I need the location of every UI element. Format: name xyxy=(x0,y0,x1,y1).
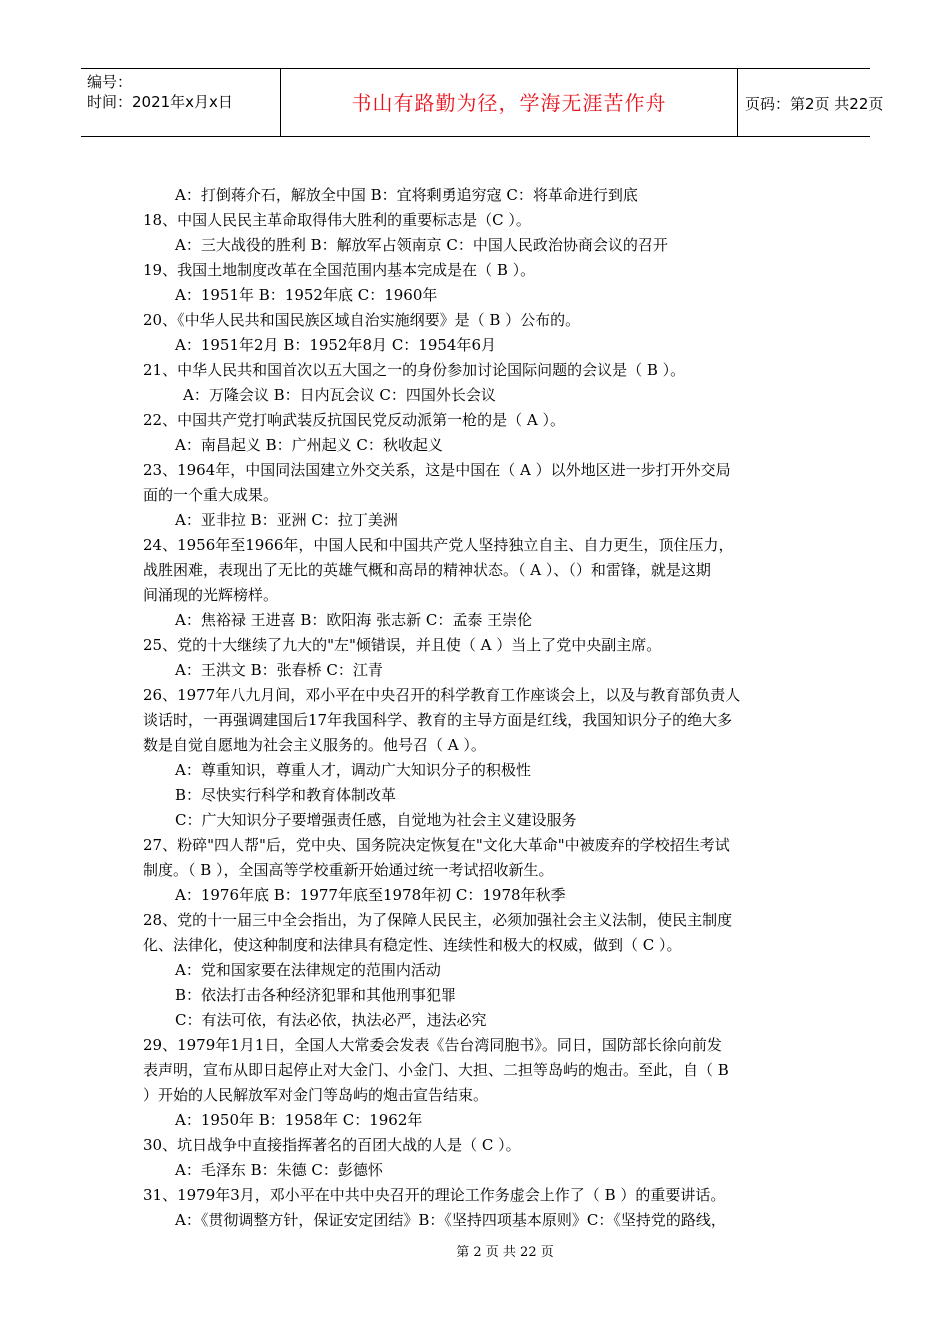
text-line: 18、中国人民民主革命取得伟大胜利的重要标志是（C ）。 xyxy=(143,211,531,229)
text-line: A：万隆会议 B：日内瓦会议 C：四国外长会议 xyxy=(183,386,496,404)
text-line: 20、《中华人民共和国民族区域自治实施纲要》是（ B ）公布的。 xyxy=(143,311,581,329)
text-line: A：亚非拉 B：亚洲 C：拉丁美洲 xyxy=(175,511,398,529)
text-line: A：1976年底 B：1977年底至1978年初 C：1978年秋季 xyxy=(175,886,566,904)
text-line: A：毛泽东 B：朱德 C：彭德怀 xyxy=(175,1161,383,1179)
text-line: 表声明，宣布从即日起停止对大金门、小金门、大担、二担等岛屿的炮击。至此，自（ B xyxy=(143,1061,729,1079)
text-line: A：1950年 B：1958年 C：1962年 xyxy=(175,1111,423,1129)
text-line: 19、我国土地制度改革在全国范围内基本完成是在（ B ）。 xyxy=(143,261,536,279)
text-line: 31、1979年3月，邓小平在中共中央召开的理论工作务虚会上作了（ B ）的重要讲话。 xyxy=(143,1186,726,1204)
text-line: A：《贯彻调整方针，保证安定团结》B：《坚持四项基本原则》C：《坚持党的路线， xyxy=(175,1211,726,1229)
text-line: 22、中国共产党打响武装反抗国民党反动派第一枪的是（ A ）。 xyxy=(143,411,565,429)
header-meta-cell xyxy=(81,69,280,136)
text-line: B：尽快实行科学和教育体制改革 xyxy=(175,786,397,804)
text-line: A：1951年2月 B：1952年8月 C：1954年6月 xyxy=(175,336,497,354)
text-line: 制度。（ B ），全国高等学校重新开始通过统一考试招收新生。 xyxy=(143,861,554,879)
text-line: 间涌现的光辉榜样。 xyxy=(143,586,279,604)
text-line: A：1951年 B：1952年底 C：1960年 xyxy=(175,286,438,304)
header-motto-cell xyxy=(280,69,738,136)
header-motto: 书山有路勤为径，学海无涯苦作舟 xyxy=(351,91,667,115)
header-page-cell xyxy=(737,69,884,136)
text-line: C：广大知识分子要增强责任感，自觉地为社会主义建设服务 xyxy=(175,811,577,829)
text-line: B：依法打击各种经济犯罪和其他刑事犯罪 xyxy=(175,986,457,1004)
text-line: A：焦裕禄 王进喜 B：欧阳海 张志新 C：孟泰 王崇伦 xyxy=(175,611,533,629)
text-line: 29、1979年1月1日，全国人大常委会发表《告台湾同胞书》。同日，国防部长徐向前发 xyxy=(143,1036,722,1054)
text-line: 30、坑日战争中直接指挥著名的百团大战的人是（ C ）。 xyxy=(143,1136,521,1154)
text-line: A：打倒蒋介石，解放全中国 B：宜将剩勇追穷寇 C：将革命进行到底 xyxy=(175,186,638,204)
text-line: 24、1956年至1966年，中国人民和中国共产党人坚持独立自主、自力更生，顶住压力， xyxy=(143,536,734,554)
text-line: 25、党的十大继续了九大的"左"倾错误，并且使（ A ）当上了党中央副主席。 xyxy=(143,636,662,654)
page-footer: 第 2 页 共 22 页 xyxy=(456,1245,554,1260)
text-line: A：尊重知识，尊重人才，调动广大知识分子的积极性 xyxy=(175,761,531,779)
page-header xyxy=(81,68,884,137)
text-line: A：三大战役的胜利 B：解放军占领南京 C：中国人民政治协商会议的召开 xyxy=(175,236,668,254)
text-line: A：南昌起义 B：广州起义 C：秋收起义 xyxy=(175,436,443,454)
text-line: 26、1977年八九月间，邓小平在中央召开的科学教育工作座谈会上，以及与教育部负责人 xyxy=(143,686,741,704)
text-line: 谈话时，一再强调建国后17年我国科学、教育的主导方面是红线，我国知识分子的绝大多 xyxy=(143,711,733,729)
text-line: 战胜困难，表现出了无比的英雄气概和高昂的精神状态。（ A ）、（）和雷锋，就是这期 xyxy=(143,561,711,579)
text-line: 23、1964年，中国同法国建立外交关系，这是中国在（ A ）以外地区进一步打开外交局 xyxy=(143,461,731,479)
document-time-label: 时间：2021年x月x日 xyxy=(87,93,233,111)
text-line: 化、法律化，使这种制度和法律具有稳定性、连续性和极大的权威，做到（ C ）。 xyxy=(143,936,682,954)
text-line: C：有法可依，有法必依，执法必严，违法必究 xyxy=(175,1011,487,1029)
text-line: A：王洪文 B：张春桥 C：江青 xyxy=(175,661,383,679)
text-line: 28、党的十一届三中全会指出，为了保障人民民主，必须加强社会主义法制，使民主制度 xyxy=(143,911,733,929)
text-line: A：党和国家要在法律规定的范围内活动 xyxy=(175,961,441,979)
text-line: 数是自觉自愿地为社会主义服务的。他号召（ A ）。 xyxy=(143,736,486,754)
text-line: 面的一个重大成果。 xyxy=(143,486,279,504)
header-page-info: 页码：第2页 共22页 xyxy=(745,95,884,113)
text-line: 27、粉碎"四人帮"后，党中央、国务院决定恢复在"文化大革命"中被废弃的学校招生考试 xyxy=(143,836,730,854)
text-line: 21、中华人民共和国首次以五大国之一的身份参加讨论国际问题的会议是（ B ）。 xyxy=(143,361,686,379)
document-number-label: 编号： xyxy=(87,73,133,91)
text-line: ）开始的人民解放军对金门等岛屿的炮击宣告结束。 xyxy=(143,1086,489,1104)
